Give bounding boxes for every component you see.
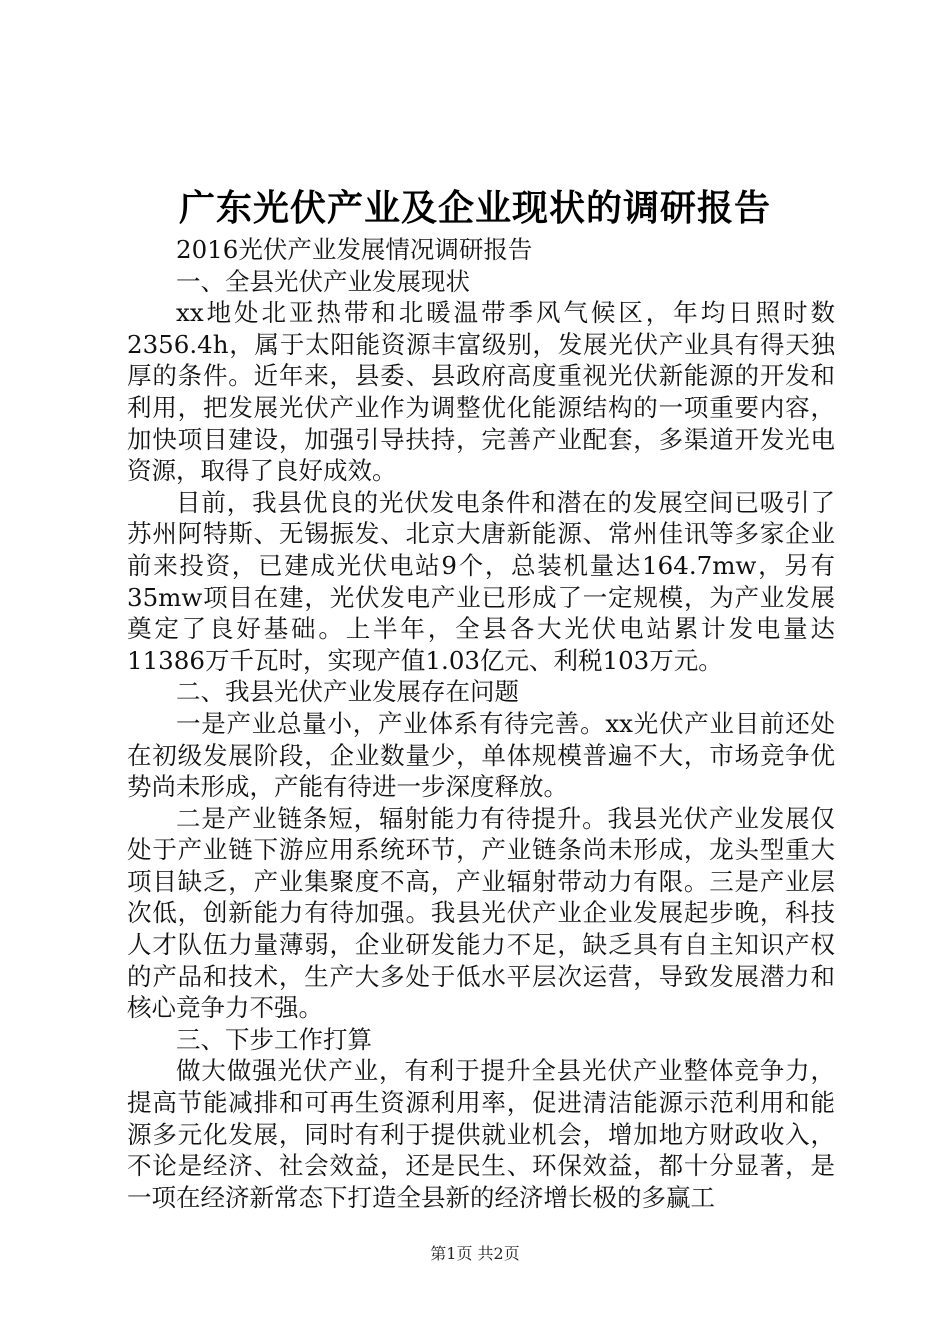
document-subtitle: 2016光伏产业发展情况调研报告	[176, 235, 533, 264]
section-heading-3: 三、下步工作打算	[176, 1024, 372, 1054]
paragraph-5: 做大做强光伏产业，有利于提升全县光伏产业整体竞争力，提高节能减排和可再生资源利用率，促进清洁能源示范利用和能源多元化发展，同时有利于提供就业机会，增加地方财政收入，不论是经济、社会效益，还是民生、环保效益，都十分显著，是一项在经济新常态下打造全县新的经济增长极的多赢工	[127, 1056, 835, 1212]
section-heading-1: 一、全县光伏产业发展现状	[176, 266, 470, 296]
page-footer: 第1页 共2页	[430, 1244, 520, 1263]
paragraph-2: 目前，我县优良的光伏发电条件和潜在的发展空间已吸引了苏州阿特斯、无锡振发、北京大唐新能源、常州佳讯等多家企业前来投资，已建成光伏电站9个，总装机量达164.7mw，另有35mw项目在建，光伏发电产业已形成了一定规模，为产业发展奠定了良好基础。上半年，全县各大光伏电站累计发电量达11386万千瓦时，实现产值1.03亿元、利税103万元。	[127, 487, 835, 675]
paragraph-3: 一是产业总量小，产业体系有待完善。xx光伏产业目前还处在初级发展阶段，企业数量少，单体规模普遍不大，市场竞争优势尚未形成，产能有待进一步深度释放。	[127, 708, 835, 802]
paragraph-4: 二是产业链条短，辐射能力有待提升。我县光伏产业发展仅处于产业链下游应用系统环节，产业链条尚未形成，龙头型重大项目缺乏，产业集聚度不高，产业辐射带动力有限。三是产业层次低，创新能力有待加强。我县光伏产业企业发展起步晚，科技人才队伍力量薄弱，企业研发能力不足，缺乏具有自主知识产权的产品和技术，生产大多处于低水平层次运营，导致发展潜力和核心竞争力不强。	[127, 803, 835, 1023]
document-body	[127, 234, 835, 1213]
paragraph-1: xx地处北亚热带和北暖温带季风气候区，年均日照时数2356.4h，属于太阳能资源丰富级别，发展光伏产业具有得天独厚的条件。近年来，县委、县政府高度重视光伏新能源的开发和利用，把发展光伏产业作为调整优化能源结构的一项重要内容，加快项目建设，加强引导扶持，完善产业配套，多渠道开发光电资源，取得了良好成效。	[127, 298, 835, 486]
document-title: 广东光伏产业及企业现状的调研报告	[178, 187, 771, 229]
section-heading-2: 二、我县光伏产业发展存在问题	[176, 677, 519, 707]
